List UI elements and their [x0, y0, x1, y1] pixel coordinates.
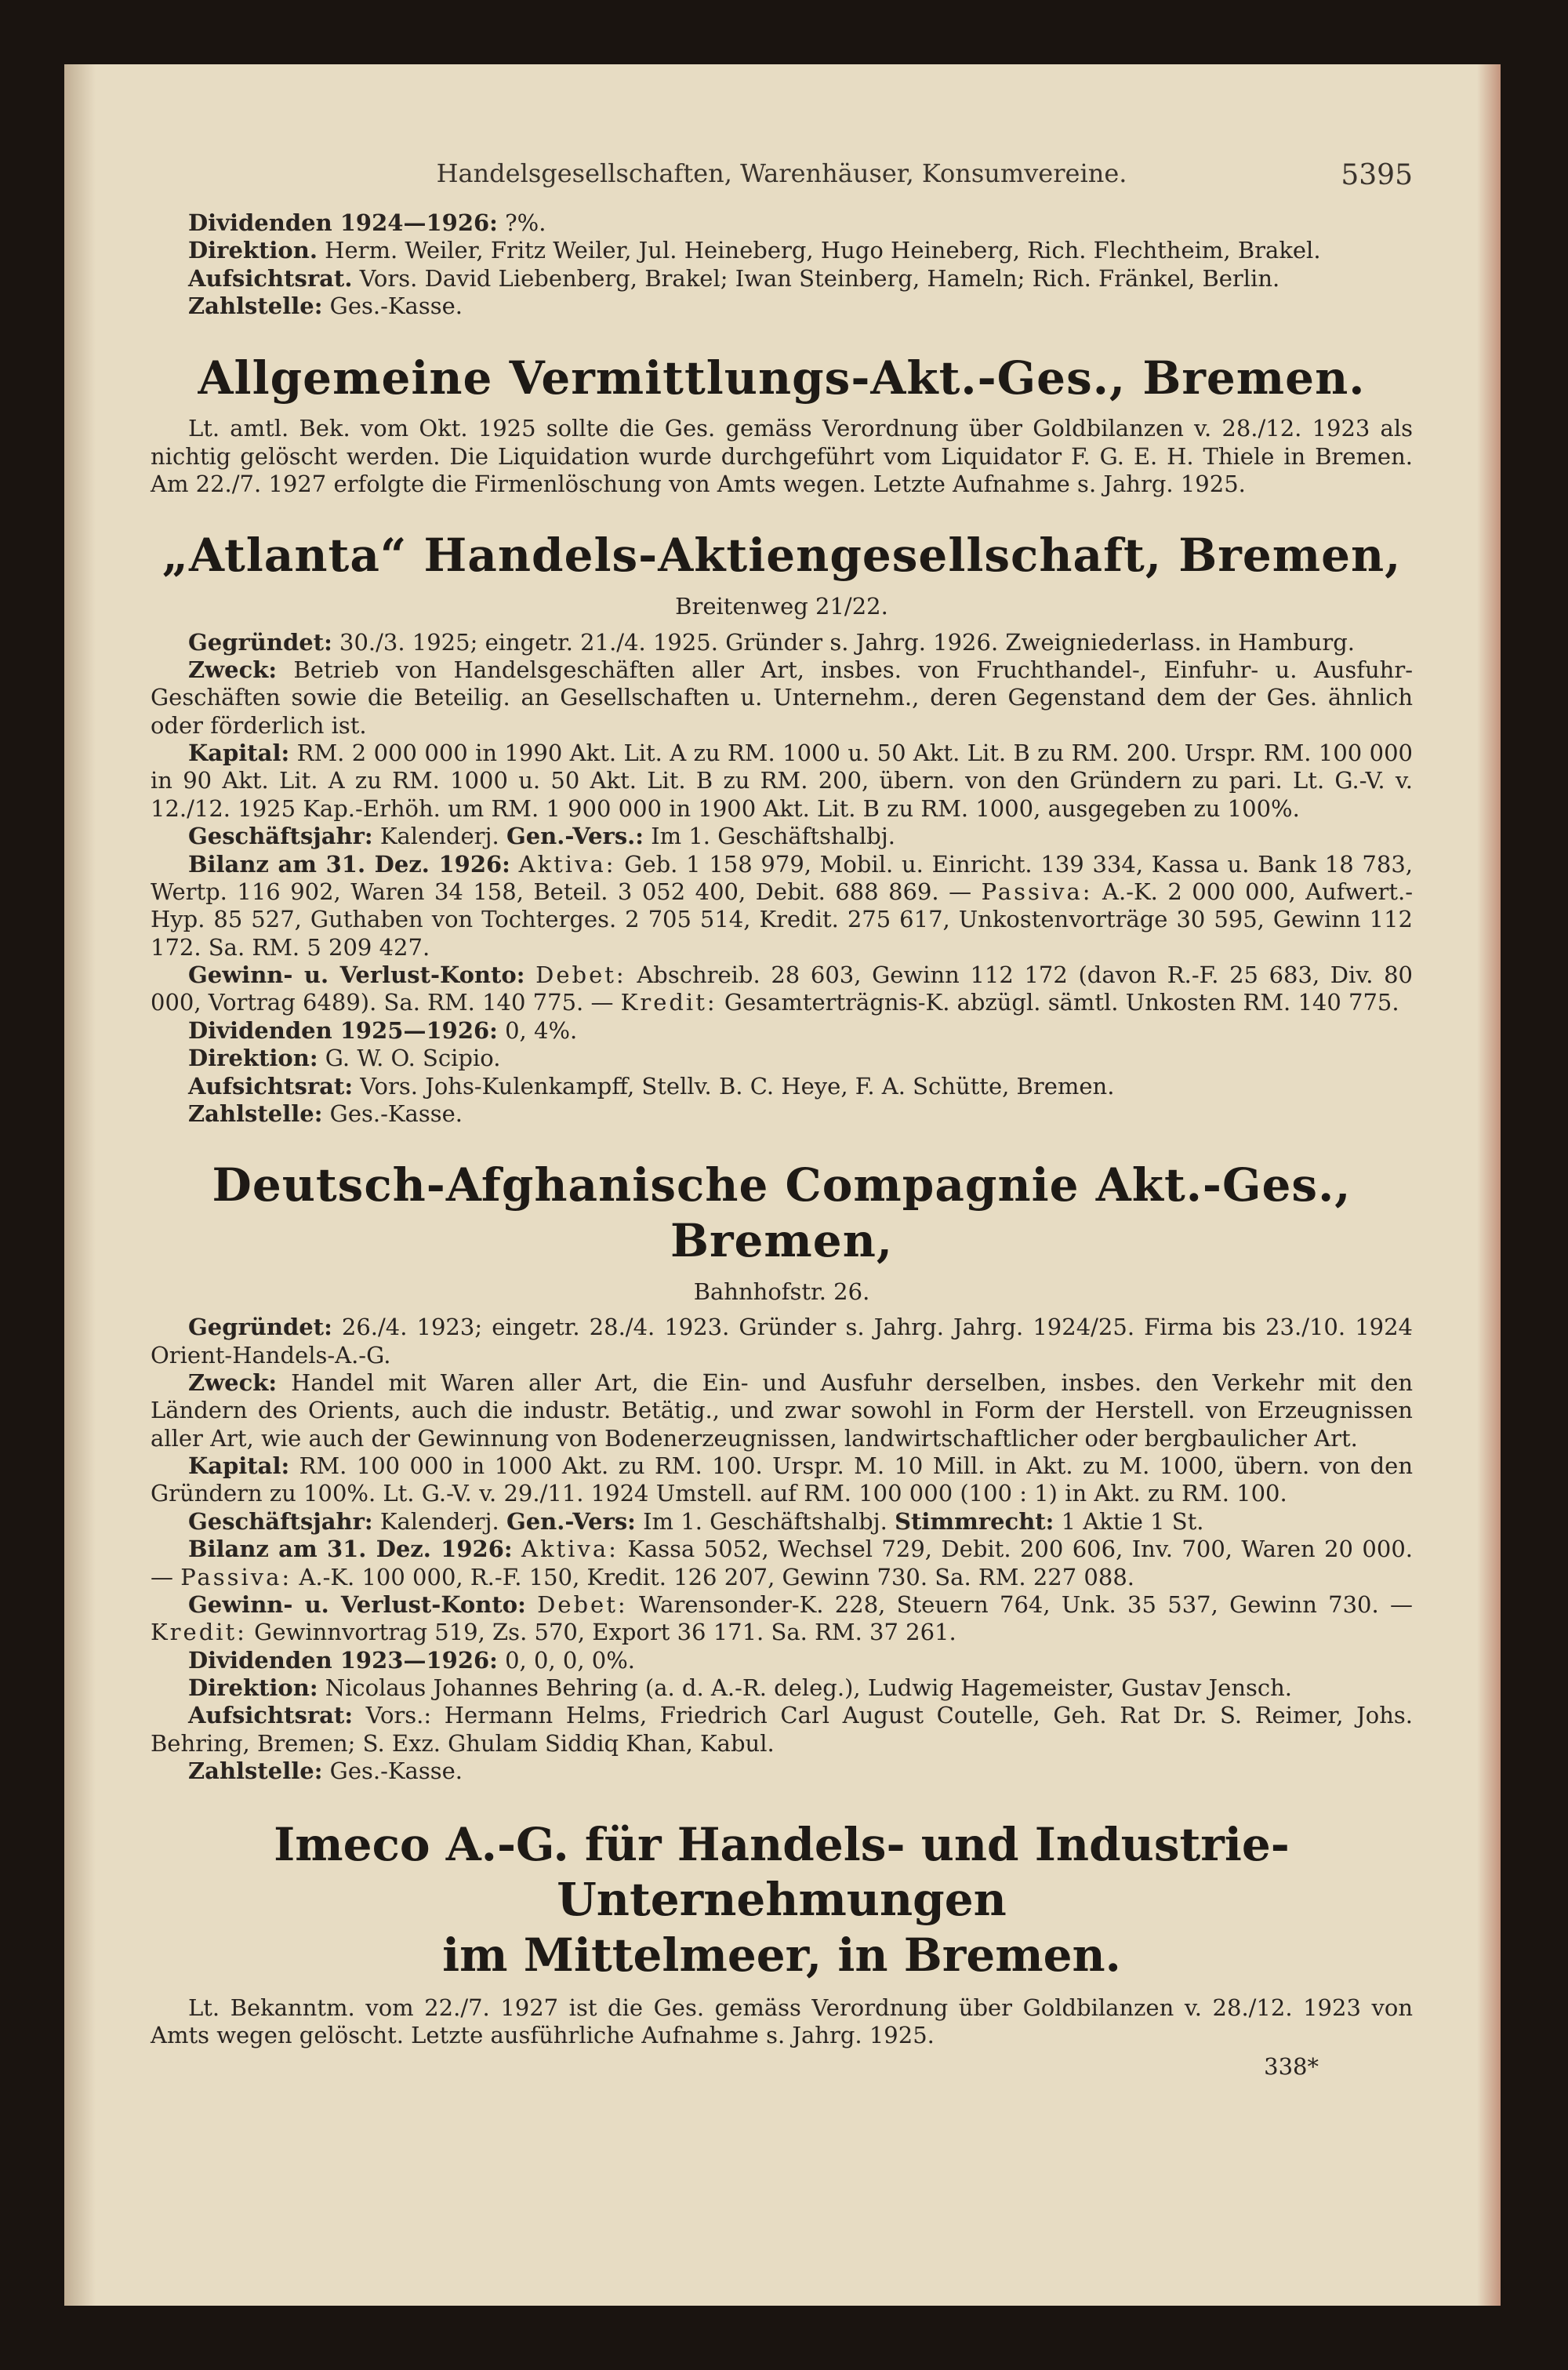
imeco-title-line2: im Mittelmeer, in Bremen. — [442, 1928, 1121, 1983]
afghan-guv: Gewinn- u. Verlust-Konto: Debet: Warensonder-K. 228, Steuern 764, Unk. 35 537, Gewinn 730. — Kredit: Gewinnvortrag 519, Zs. 570, Export 36 171. Sa. RM. 37 261. — [151, 1590, 1414, 1646]
afghan-zweck: Zweck: Handel mit Waren aller Art, die Ein- und Ausfuhr derselben, insbes. den Verkehr mit den Ländern des Orients, auch die industr. Betätig., und zwar sowohl in Form der Herstell. von Erzeugnissen aller Art, wie auch der Gewinnung von Bodenerzeugnissen, landwirtschaftlicher oder bergbaulicher Art. — [151, 1369, 1413, 1452]
allgemeine-title: Allgemeine Vermittlungs-Akt.-Ges., Bremen. — [198, 351, 1366, 405]
afghan-address: Bahnhofstr. 26. — [693, 1278, 870, 1305]
afghan-kapital: Kapital: RM. 100 000 in 1000 Akt. zu RM. 100. Urspr. M. 10 Mill. in Akt. zu M. 1000, übern. von den Gründern zu 100%. Lt. G.-V. v. 29./11. 1924 Umstell. auf RM. 100 000 (100 : 1) in Akt. zu RM. 100. — [151, 1452, 1413, 1507]
atlanta-address: Breitenweg 21/22. — [675, 593, 888, 620]
imeco-text: Lt. Bekanntm. vom 22./7. 1927 ist die Ges. gemäss Verordnung über Goldbilanzen v. 28./12. 1923 von Amts wegen gelöscht. Letzte ausführliche Aufnahme s. Jahrg. 1925. — [151, 1994, 1413, 2049]
page-content — [151, 158, 1413, 2103]
atlanta-aufsichtsrat: Aufsichtsrat: Vors. Johs-Kulenkampff, Stellv. B. C. Heye, F. A. Schütte, Bremen. — [188, 1072, 1115, 1100]
page-edge — [1477, 64, 1501, 2306]
top-zahlstelle: Zahlstelle: Ges.-Kasse. — [188, 293, 463, 320]
running-head-title: Handelsgesellschaften, Warenhäuser, Konsumvereine. — [436, 158, 1127, 188]
book-page — [64, 64, 1501, 2306]
signature-mark: 338* — [1264, 2052, 1319, 2080]
afghan-geschaeftsjahr: Geschäftsjahr: Kalenderj. Gen.-Vers: Im 1. Geschäftshalbj. Stimmrecht: 1 Aktie 1 St. — [188, 1507, 1204, 1535]
afghan-bilanz: Bilanz am 31. Dez. 1926: Aktiva: Kassa 5052, Wechsel 729, Debit. 200 606, Inv. 700, Waren 20 000. — Passiva: A.-K. 100 000, R.-F. 150, Kredit. 126 207, Gewinn 730. Sa. RM. 227 088. — [151, 1536, 1413, 1590]
afghan-title: Deutsch-Afghanische Compagnie Akt.-Ges., Bremen, — [212, 1158, 1352, 1268]
afghan-aufsichtsrat: Aufsichtsrat: Vors.: Hermann Helms, Friedrich Carl August Coutelle, Geh. Rat Dr. S. Reimer, Johs. Behring, Bremen; S. Exz. Ghulam Siddiq Khan, Kabul. — [151, 1702, 1414, 1757]
binding-shadow — [64, 64, 96, 2306]
top-dividenden: Dividenden 1924—1926: ?%. — [188, 209, 546, 237]
afghan-dividenden: Dividenden 1923—1926: 0, 0, 0, 0%. — [188, 1646, 635, 1674]
atlanta-guv: Gewinn- u. Verlust-Konto: Debet: Abschreib. 28 603, Gewinn 112 172 (davon R.-F. 25 683, Div. 80 000, Vortrag 6489). Sa. RM. 140 775. — Kredit: Gesamterträgnis-K. abzügl. sämtl. Unkosten RM. 140 775. — [151, 961, 1414, 1016]
afghan-gegruendet: Gegründet: 26./4. 1923; eingetr. 28./4. 1923. Gründer s. Jahrg. Jahrg. 1924/25. Firma bis 23./10. 1924 Orient-Handels-A.-G. — [151, 1314, 1413, 1369]
atlanta-zahlstelle: Zahlstelle: Ges.-Kasse. — [188, 1100, 463, 1127]
atlanta-direktion: Direktion: G. W. O. Scipio. — [188, 1045, 501, 1072]
top-aufsichtsrat: Aufsichtsrat. Vors. David Liebenberg, Brakel; Iwan Steinberg, Hameln; Rich. Fränkel, Berlin. — [188, 264, 1280, 292]
afghan-direktion: Direktion: Nicolaus Johannes Behring (a. d. A.-R. deleg.), Ludwig Hagemeister, Gustav Jensch. — [188, 1674, 1293, 1702]
atlanta-zweck: Zweck: Betrieb von Handelsgeschäften aller Art, insbes. von Fruchthandel-, Einfuhr- u. Ausfuhr-Geschäften sowie die Beteilig. an Gesellschaften u. Unternehm., deren Gegenstand dem der Ges. ähnlich oder förderlich ist. — [151, 656, 1414, 739]
atlanta-dividenden: Dividenden 1925—1926: 0, 4%. — [188, 1016, 578, 1044]
imeco-title-line1: Imeco A.-G. für Handels- und Industrie-Unternehmungen — [274, 1817, 1290, 1927]
imeco-title — [151, 1817, 1413, 1983]
afghan-zahlstelle: Zahlstelle: Ges.-Kasse. — [188, 1758, 463, 1785]
atlanta-title: „Atlanta“ Handels-Aktiengesellschaft, Bremen, — [162, 529, 1402, 583]
top-direktion: Direktion. Herm. Weiler, Fritz Weiler, Jul. Heineberg, Hugo Heineberg, Rich. Flechtheim, Brakel. — [188, 237, 1321, 264]
atlanta-kapital: Kapital: RM. 2 000 000 in 1990 Akt. Lit. A zu RM. 1000 u. 50 Akt. Lit. B zu RM. 200. Urspr. RM. 100 000 in 90 Akt. Lit. A zu RM. 1000 u. 50 Akt. Lit. B zu RM. 200, übern. von den Gründern zu pari. Lt. G.-V. v. 12./12. 1925 Kap.-Erhöh. um RM. 1 900 000 in 1900 Akt. Lit. B zu RM. 1000, ausgegeben zu 100%. — [151, 740, 1414, 822]
atlanta-gegruendet: Gegründet: 30./3. 1925; eingetr. 21./4. 1925. Gründer s. Jahrg. 1926. Zweigniederlass. in Hamburg. — [188, 628, 1355, 656]
atlanta-geschaeftsjahr: Geschäftsjahr: Kalenderj. Gen.-Vers.: Im 1. Geschäftshalbj. — [188, 823, 895, 850]
allgemeine-text: Lt. amtl. Bek. vom Okt. 1925 sollte die Ges. gemäss Verordnung über Goldbilanzen v. 28./12. 1923 als nichtig gelöscht werden. Die Liquidation wurde durchgeführt vom Liquidator F. G. E. H. Thiele in Bremen. Am 22./7. 1927 erfolgte die Firmenlöschung von Amts wegen. Letzte Aufnahme s. Jahrg. 1925. — [151, 415, 1413, 498]
atlanta-bilanz: Bilanz am 31. Dez. 1926: Aktiva: Geb. 1 158 979, Mobil. u. Einricht. 139 334, Kassa u. Bank 18 783, Wertp. 116 902, Waren 34 158, Beteil. 3 052 400, Debit. 688 869. — Passiva: A.-K. 2 000 000, Aufwert.-Hyp. 85 527, Guthaben von Tochterges. 2 705 514, Kredit. 275 617, Unkostenvorträge 30 595, Gewinn 112 172. Sa. RM. 5 209 427. — [151, 850, 1414, 961]
page-number: 5395 — [1341, 159, 1413, 191]
running-head — [151, 158, 1413, 189]
